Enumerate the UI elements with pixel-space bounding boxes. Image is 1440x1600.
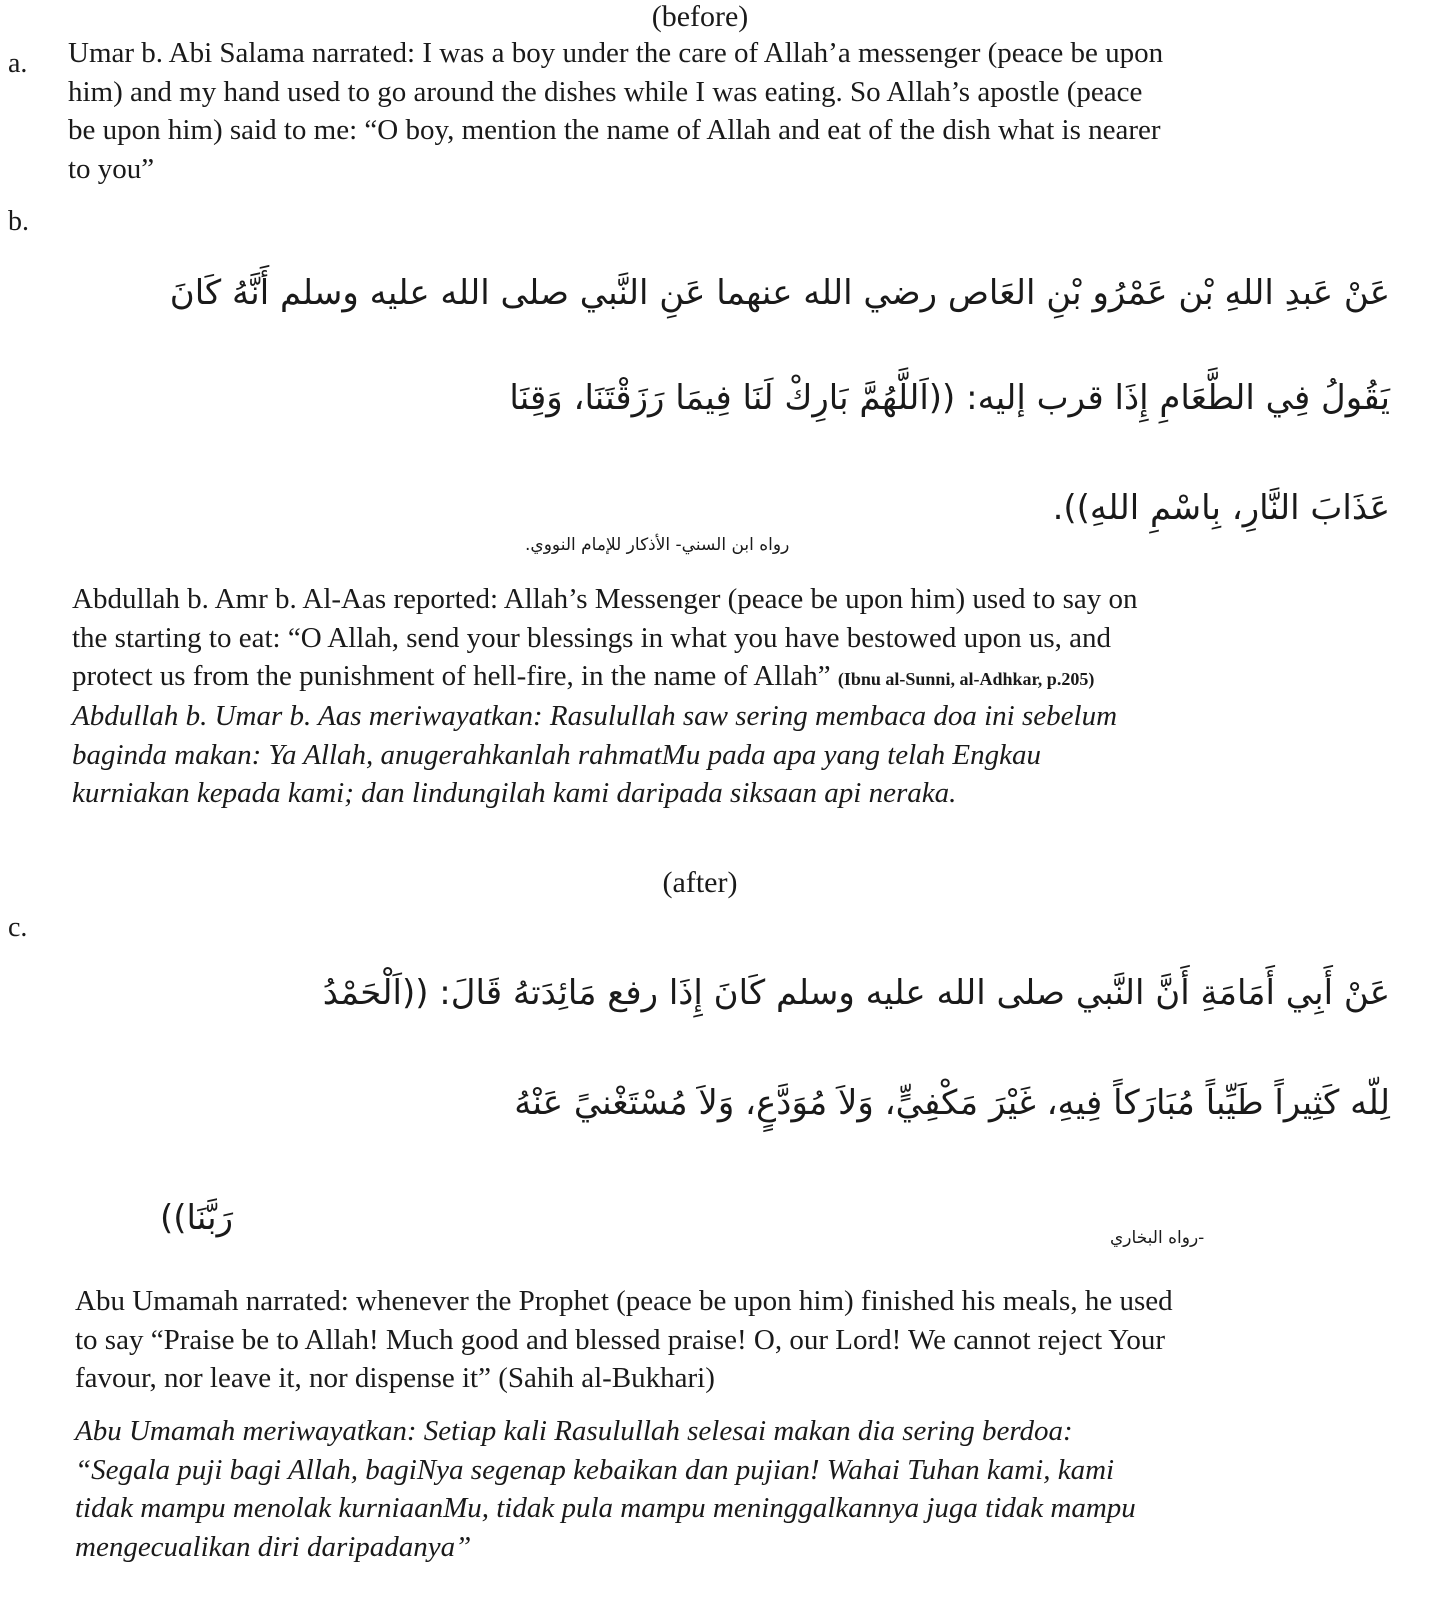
item-a-label: a. <box>8 48 28 79</box>
before-heading: (before) <box>651 0 749 33</box>
text-line: Umar b. Abi Salama narrated: I was a boy under the care of Allah’a messenger (peace be upon <box>68 37 1164 69</box>
text-line: protect us from the punishment of hell-fire, in the name of Allah” <box>72 660 831 692</box>
text-line: Abdullah b. Umar b. Aas meriwayatkan: Rasulullah saw sering membaca doa ini sebelum <box>72 700 1118 732</box>
text-line: Abdullah b. Amr b. Al-Aas reported: Allah’s Messenger (peace be upon him) used to say on <box>72 583 1138 615</box>
text-line: Abu Umamah narrated: whenever the Prophet (peace be upon him) finished his meals, he used <box>75 1285 1173 1317</box>
arabic-source: -رواه البخاري <box>1110 1228 1205 1248</box>
item-b-english <box>72 580 1392 699</box>
text-line: to say “Praise be to Allah! Much good and blessed praise! O, our Lord! We cannot reject Your <box>75 1323 1166 1356</box>
text-line: tidak mampu menolak kurniaanMu, tidak pula mampu meninggalkannya juga tidak mampu <box>75 1492 1136 1524</box>
text-line: favour, nor leave it, nor dispense it” (Sahih al-Bukhari) <box>75 1362 715 1394</box>
item-b-malay <box>72 697 1392 813</box>
text-line: “Segala puji bagi Allah, bagiNya segenap kebaikan dan pujian! Wahai Tuhan kami, kami <box>75 1453 1115 1486</box>
after-heading: (after) <box>662 866 738 899</box>
arabic-line: عَذَابَ النَّارِ، بِاسْمِ اللهِ)). <box>1052 488 1390 528</box>
text-line: Abu Umamah meriwayatkan: Setiap kali Rasulullah selesai makan dia sering berdoa: <box>75 1415 1073 1447</box>
item-c-english <box>75 1282 1395 1398</box>
text-line: baginda makan: Ya Allah, anugerahkanlah rahmatMu pada apa yang telah Engkau <box>72 738 1042 771</box>
arabic-line: عَنْ أَبِي أَمَامَةِ أَنَّ النَّبي صلى الله عليه وسلم كَانَ إِذَا رفع مَائِدَتهُ قَالَ: ((اَلْحَمْدُ <box>322 973 1390 1013</box>
text-line: kurniakan kepada kami; dan lindungilah kami daripada siksaan api neraka. <box>72 777 957 809</box>
text-line: him) and my hand used to go around the dishes while I was eating. So Allah’s apostle (peace <box>68 75 1143 108</box>
text-line: be upon him) said to me: “O boy, mention the name of Allah and eat of the dish what is nearer <box>68 114 1161 146</box>
arabic-line: عَنْ عَبدِ اللهِ بْن عَمْرُو بْنِ العَاص رضي الله عنهما عَنِ النَّبي صلى الله عليه وسلم أَنَّهُ كَانَ <box>169 273 1390 313</box>
arabic-line: يَقُولُ فِي الطَّعَامِ إِذَا قرب إليه: ((اَللَّهُمَّ بَارِكْ لَنَا فِيمَا رَزَقْتَنَا، وَقِنَا <box>509 378 1390 418</box>
text-line: mengecualikan diri daripadanya” <box>75 1530 472 1563</box>
item-c-malay <box>75 1412 1395 1566</box>
item-a-text <box>68 34 1388 188</box>
arabic-line: لِلّه كَثِيراً طَيِّباً مُبَارَكاً فِيهِ، غَيْرَ مَكْفِيٍّ، وَلاَ مُوَدَّعٍ، وَلاَ مُسْتَغْنيً عَنْهُ <box>514 1083 1390 1123</box>
item-b-label: b. <box>8 206 29 237</box>
reference: (Ibnu al-Sunni, al-Adhkar, p.205) <box>837 669 1095 689</box>
item-c-label: c. <box>8 912 28 943</box>
arabic-line: رَبَّنَا)) <box>160 1198 234 1238</box>
arabic-source: رواه ابن السني- الأذكار للإمام النووي. <box>525 535 790 555</box>
text-line: the starting to eat: “O Allah, send your blessings in what you have bestowed upon us, and <box>72 621 1111 654</box>
text-line: to you” <box>68 152 155 185</box>
